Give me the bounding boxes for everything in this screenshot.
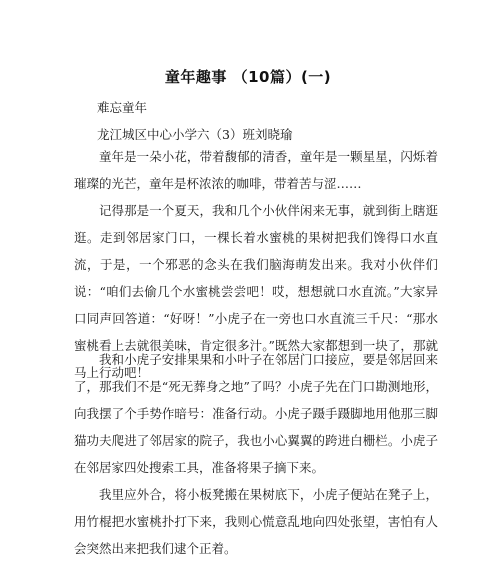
author-line: 龙江城区中心小学六（3）班刘晓瑜	[97, 127, 293, 142]
document-title: 童年趣事 （10篇）(一)	[164, 68, 332, 86]
document-subtitle: 难忘童年	[97, 100, 148, 115]
paragraph: 我里应外合，将小板凳搬在果树底下，小虎子便站在凳子上，用竹棍把水蜜桃扑打下来，我则心慌意乱地向四处张望，害怕有人会突然出来把我们逮个正着。	[74, 487, 438, 556]
paragraph: 记得那是一个夏天，我和几个小伙伴闲来无事，就到街上瞎逛逛。走到邻居家门口，一棵长着水蜜桃的果树把我们馋得口水直流，于是，一个邪恶的念头在我们脑海萌发出来。我对小伙伴们说：“咱们去偷几个水蜜桃尝尝吧！哎，想想就口水直流。”大家异口同声回答道：“好呀！”小虎子在一旁也口水直流三千尺：“那水蜜桃看上去就很美味，肯定很多汁。”既然大家都想到一块了，那就马上行动吧！	[74, 203, 438, 380]
paragraph: 童年是一朵小花，带着馥郁的清香，童年是一颗星星，闪烁着璀璨的光芒，童年是杯浓浓的咖啡，带着苦与涩……	[74, 149, 438, 191]
paragraph: 我和小虎子安排果果和小叶子在邻居门口接应，要是邻居回来了，那我们不是“死无葬身之地”了吗？小虎子先在门口勘测地形，向我摆了个手势作暗号：准备行动。小虎子蹑手蹑脚地用他那三脚猫功夫爬进了邻居家的院子，我也小心翼翼的跨进白栅栏。小虎子在邻居家四处搜索工具，准备将果子摘下来。	[74, 352, 438, 475]
